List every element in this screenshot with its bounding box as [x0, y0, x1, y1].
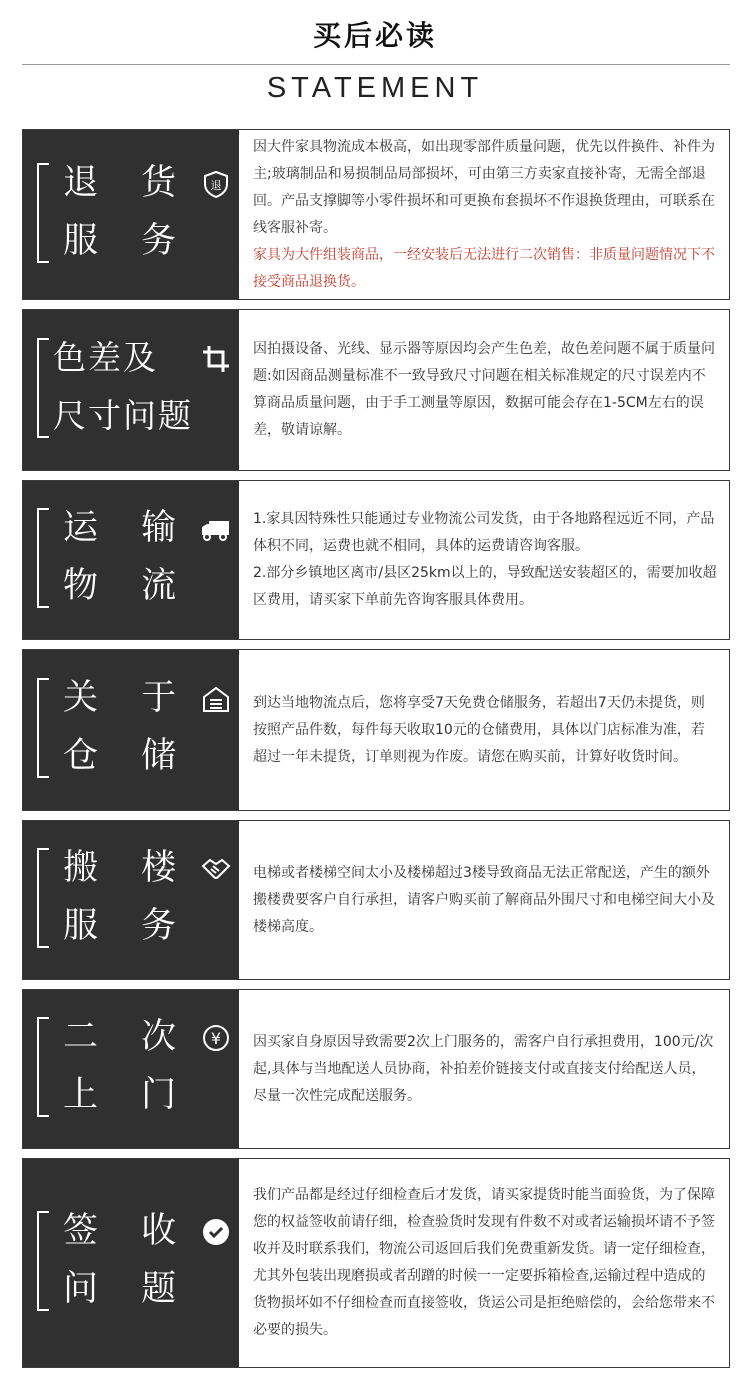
section-label-line-2: 上 门 — [63, 1075, 193, 1115]
section-color-size — [22, 309, 730, 471]
section-return-service — [22, 129, 730, 300]
section-text — [253, 650, 717, 810]
section-label-panel — [23, 481, 239, 639]
section-paragraph: 2.部分乡镇地区离市/县区25km以上的，导致配送安装超区的，需要加收超区费用，请买家下单前先咨询客服具体费用。 — [253, 565, 717, 608]
section-label-panel — [23, 650, 239, 810]
bracket-decoration — [37, 848, 49, 948]
svg-text:¥: ¥ — [210, 1029, 222, 1048]
section-label-line-1: 搬 楼 — [63, 848, 193, 888]
section-text — [253, 1159, 717, 1367]
section-shipping — [22, 480, 730, 640]
section-label-line-1: 色差及 — [53, 338, 158, 377]
section-paragraph: 因买家自身原因导致需要2次上门服务的，需客户自行承担费用，100元/次起,具体与当地配送人员协商，补拍差价链接支付或直接支付给配送人员，尽量一次性完成配送服务。 — [253, 1033, 714, 1104]
bracket-decoration — [37, 338, 49, 438]
section-label-line-2: 服 务 — [63, 220, 193, 261]
section-text — [253, 310, 717, 470]
section-paragraph: 1.家具因特殊性只能通过专业物流公司发货，由于各地路程远近不同，产品体积不同，运费也就不相同，具体的运费请咨询客服。 — [253, 511, 715, 554]
section-stair-carry — [22, 820, 730, 980]
section-label-panel — [23, 990, 239, 1148]
section-label-line-2: 服 务 — [63, 906, 193, 946]
section-label-line-1: 退 货 — [63, 162, 193, 203]
section-text — [253, 130, 717, 299]
section-text — [253, 481, 717, 639]
section-label-panel — [23, 130, 239, 299]
section-label-line-1: 关 于 — [63, 678, 193, 718]
section-warning-text: 家具为大件组装商品，一经安装后无法进行二次销售：非质量问题情况下不接受商品退换货。 — [253, 246, 715, 290]
section-label-line-1: 二 次 — [63, 1017, 193, 1057]
section-second-visit — [22, 989, 730, 1149]
section-label-line-2: 问 题 — [63, 1269, 193, 1309]
section-paragraph: 因拍摄设备、光线、显示器等原因均会产生色差，故色差问题不属于质量问题:如因商品测量标准不一致导致尺寸问题在相关标准规定的尺寸误差内不算商品质量问题，由于手工测量等原因，数据可能会存在1-5CM左右的误差，敬请谅解。 — [253, 341, 715, 438]
warehouse-icon — [201, 684, 231, 714]
section-paragraph: 我们产品都是经过仔细检查后才发货，请买家提货时能当面验货，为了保障您的权益签收前请仔细，检查验货时发现有件数不对或者运输损坏请不予签收并及时联系我们，物流公司返回后我们免费重新发货。请一定仔细检查，尤其外包装出现磨损或者刮蹭的时候一一定要拆箱检查,运输过程中造成的货物损坏如不仔细检查而直接签收，货运公司是拒绝赔偿的，会给您带来不必要的损失。 — [253, 1187, 715, 1338]
page-title: 买后必读 — [312, 19, 437, 52]
divider — [22, 64, 730, 65]
shield-return-icon — [201, 169, 231, 199]
section-text — [253, 821, 717, 979]
bracket-decoration — [37, 678, 49, 778]
section-label-line-2: 仓 储 — [63, 736, 193, 776]
page-subtitle: STATEMENT — [266, 72, 484, 104]
section-label-line-1: 签 收 — [63, 1211, 193, 1251]
section-storage — [22, 649, 730, 811]
bracket-decoration — [37, 163, 49, 263]
yen-icon — [201, 1023, 231, 1053]
section-label-panel — [23, 1159, 239, 1367]
section-label-panel — [23, 821, 239, 979]
bracket-decoration — [37, 1211, 49, 1311]
handshake-icon — [199, 854, 233, 884]
check-circle-icon — [201, 1217, 231, 1247]
section-label-line-2: 物 流 — [63, 566, 193, 606]
section-paragraph: 电梯或者楼梯空间太小及楼梯超过3楼导致商品无法正常配送，产生的额外搬楼费要客户自行承担，请客户购买前了解商品外围尺寸和电梯空间大小及楼梯高度。 — [253, 864, 715, 935]
section-label-panel — [23, 310, 239, 470]
section-text — [253, 990, 717, 1148]
section-label-line-2: 尺寸问题 — [53, 396, 193, 435]
section-paragraph: 因大件家具物流成本极高，如出现零部件质量问题，优先以件换件、补件为主;玻璃制品和易损制品局部损坏，可由第三方卖家直接补寄，无需全部退回。产品支撑脚等小零件损坏和可更换布套损坏不作退换货理由，可联系在线客服补寄。 — [253, 138, 715, 236]
section-label-line-1: 运 输 — [63, 508, 193, 548]
bracket-decoration — [37, 1017, 49, 1117]
svg-text:退: 退 — [210, 178, 222, 192]
bracket-decoration — [37, 508, 49, 608]
section-receipt — [22, 1158, 730, 1368]
truck-icon — [197, 514, 233, 544]
crop-icon — [201, 344, 231, 374]
section-paragraph: 到达当地物流点后，您将享受7天免费仓储服务，若超出7天仍未提货，则按照产品件数，每件每天收取10元的仓储费用，具体以门店标准为准，若超过一年未提货，订单则视为作废。请您在购买前，计算好收货时间。 — [253, 694, 705, 765]
